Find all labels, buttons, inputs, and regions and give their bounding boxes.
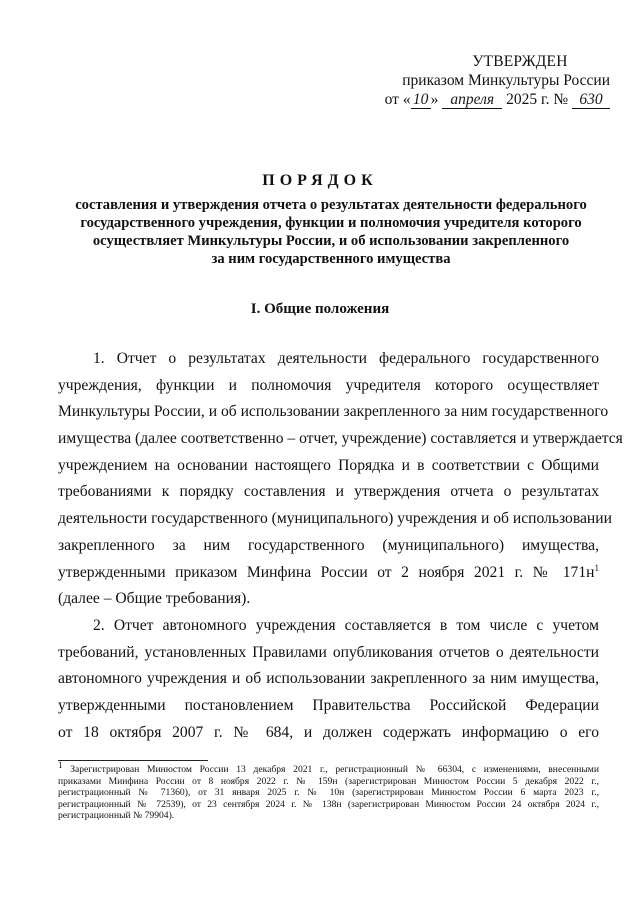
date-quote-close: » — [430, 91, 439, 108]
approval-order: приказом Минкультуры России — [402, 72, 610, 89]
section-title: I. Общие положения — [250, 301, 390, 317]
body-line: 2. Отчет автономного учреждения составляется в том числе с учетом — [93, 616, 599, 634]
subtitle-line: за ним государственного имущества — [211, 251, 451, 267]
body-line: утвержденными постановлением Правительства Российской Федерации — [58, 696, 599, 714]
subtitle-line: составления и утверждения отчета о результатах деятельности федерального — [75, 197, 587, 213]
approval-heading: УТВЕРЖДЕН — [472, 53, 568, 70]
approval-block — [360, 52, 610, 109]
body-line: учреждения, функции и полномочия учредителя которого осуществляет — [58, 376, 599, 394]
approval-date-line — [360, 90, 610, 109]
body-line: Минкультуры России, и об использовании закрепленного за ним государственного — [58, 403, 609, 421]
body-line: требований, установленных Правилами опубликования отчетов о деятельности — [58, 643, 599, 661]
document-body — [58, 346, 623, 746]
footnote-marker: 1 — [594, 562, 599, 573]
body-line: 1. Отчет о результатах деятельности федерального государственного — [93, 350, 599, 367]
handwritten-day: 10 — [411, 92, 431, 109]
handwritten-month: апреля — [442, 92, 502, 109]
subtitle-line: государственного учреждения, функции и полномочия учредителя которого — [80, 215, 582, 231]
body-line: закрепленного за ним государственного (муниципального) имущества, — [58, 536, 599, 554]
date-year: 2025 г. № — [506, 91, 569, 108]
body-line: имущества (далее соответственно – отчет, учреждение) составляется и утверждается — [58, 430, 623, 448]
footnote-line: регистрационный № 72539), от 23 сентября 2024 г. № 138н (зарегистрирован Минюстом России 24 октября 2024 г., — [58, 798, 599, 810]
body-line: деятельности государственного (муниципального) учреждения и об использовании — [58, 510, 612, 528]
subtitle-line: осуществляет Минкультуры России, и об использовании закрепленного — [92, 233, 570, 249]
footnote-line: регистрационный № 79904). — [58, 810, 175, 821]
document-title: ПОРЯДОК — [262, 172, 378, 189]
body-line: автономного учреждения и об использовании закрепленного за ним имущества, — [58, 670, 599, 688]
body-line: учреждением на основании настоящего Порядка и в соответствии с Общими — [58, 456, 599, 474]
footnote-line-text: Зарегистрирован Минюстом России 13 декабря 2021 г., регистрационный № 66304, с изменениями, внесенными — [70, 764, 599, 775]
body-line: требованиями к порядку составления и утверждения отчета о результатах — [58, 483, 599, 501]
body-line: (далее – Общие требования). — [58, 590, 251, 608]
footnote-line: приказами Минфина России от 8 ноября 2022 г. № 159н (зарегистрирован Минюстом России 5 декабря 2022 г., — [58, 775, 599, 787]
body-line-text: утвержденными приказом Минфина России от 2 ноября 2021 г. № 171н — [58, 563, 595, 581]
document-subtitle — [62, 196, 600, 268]
footnote-number: 1 — [58, 759, 63, 770]
date-prefix: от « — [384, 91, 411, 108]
footnote-line: регистрационный № 71360), от 31 января 2025 г. № 10н (зарегистрирован Минюстом России 6 марта 2023 г., — [58, 787, 599, 798]
handwritten-order-number: 630 — [572, 92, 610, 109]
body-line: от 18 октября 2007 г. № 684, и должен содержать информацию о его — [58, 723, 599, 741]
body-line-with-footnote — [58, 560, 599, 587]
footnote — [58, 759, 599, 822]
footnote-line — [58, 759, 599, 776]
footnote-separator — [58, 760, 208, 761]
